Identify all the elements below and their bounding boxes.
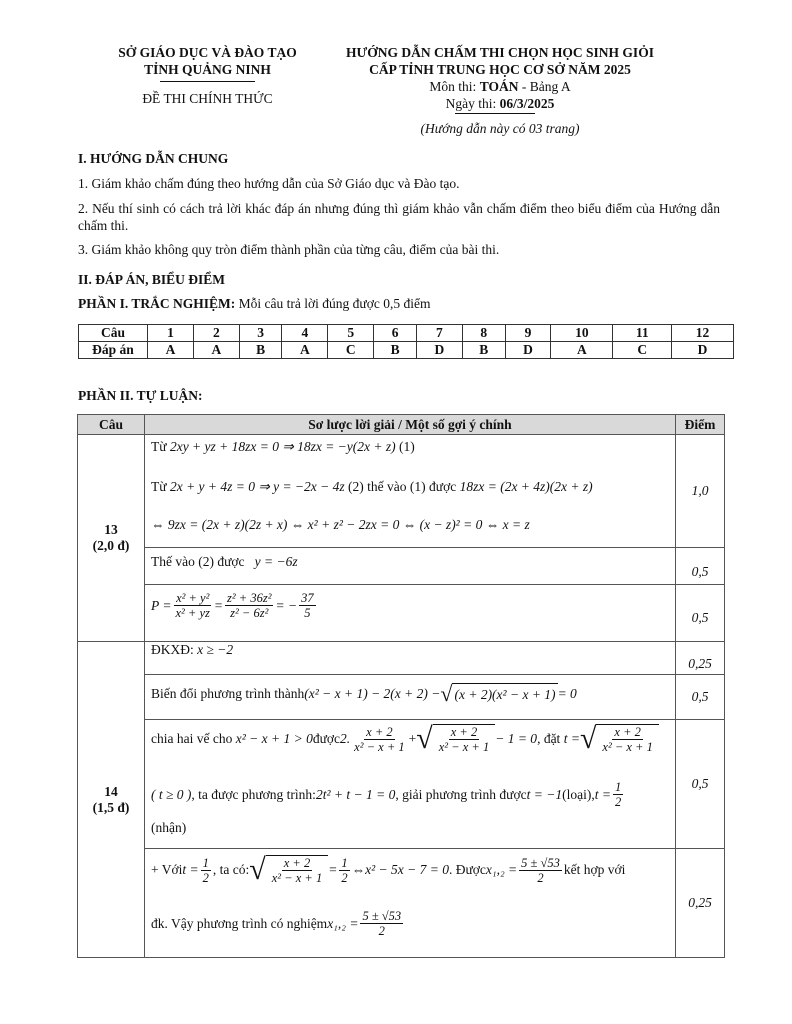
question-number: 4 (282, 325, 328, 342)
q14-l2-math: (x² − x + 1) − 2(x + 2) − (304, 686, 441, 701)
answer-cell: A (193, 342, 239, 359)
q14-l3-sqrt (416, 724, 495, 755)
date-line (325, 95, 675, 112)
q14-l6-d: . Được (448, 862, 486, 878)
q13-line4 (151, 554, 298, 570)
q14-points-3: 0,5 (676, 720, 725, 849)
sqrt-icon: √ (249, 853, 266, 886)
q14-l6-e: kết hợp với (563, 862, 626, 878)
q14-l2-sqrt (440, 683, 557, 705)
question-number: 8 (462, 325, 505, 342)
q14-l4-f: (loại), (562, 786, 595, 802)
q13-points-3: 0,5 (676, 585, 725, 642)
q14-step3-cell (145, 720, 676, 849)
p-f3-den: 5 (304, 606, 311, 621)
sqrt-icon: √ (440, 681, 453, 706)
q14-step2-cell (145, 675, 676, 720)
q14-l3-plus: + (408, 731, 417, 747)
question-row (79, 325, 734, 342)
q14-l3-sqrt2-den: x² − x + 1 (602, 740, 653, 755)
province-name: TỈNH QUẢNG NINH (144, 62, 271, 77)
root-den: 2 (378, 924, 385, 939)
q14-l6-half (201, 856, 211, 886)
row-label-answer: Đáp án (79, 342, 148, 359)
q14-l6-sqrt-frac (270, 856, 324, 886)
q13-line2 (151, 479, 593, 495)
question-number: 7 (416, 325, 462, 342)
answer-cell: C (613, 342, 672, 359)
q14-l3-sqrt2-num: x + 2 (614, 725, 641, 739)
p-fraction-3 (299, 591, 316, 621)
q14-step1-cell (145, 642, 676, 675)
subject-label: Môn thi: (429, 79, 480, 94)
q14-l6-eq: = (328, 862, 338, 878)
doc-subtitle: CẤP TỈNH TRUNG HỌC CƠ SỞ NĂM 2025 (369, 62, 631, 77)
answer-cell: B (462, 342, 505, 359)
col-header-question: Câu (78, 415, 145, 435)
root-num: 5 ± √53 (521, 855, 560, 870)
question-number: 5 (328, 325, 374, 342)
subject-value: TOÁN (479, 79, 519, 94)
question-number: 11 (613, 325, 672, 342)
question-number: 10 (551, 325, 613, 342)
q13-l2-prefix: Từ (151, 479, 170, 494)
q14-l4-eq: 2t² + t − 1 = 0 (315, 786, 396, 802)
q14-number: 14 (104, 783, 118, 799)
q14-l4-e: , giải phương trình được (395, 786, 527, 802)
q14-l3-sqrt-frac (437, 725, 491, 755)
q13-l2-math2: 18zx = (2x + 4z)(2x + z) (459, 479, 593, 494)
q14-l3-c: , đặt (537, 731, 561, 747)
half-num: 1 (341, 855, 348, 870)
pages-note: (Hướng dẫn này có 03 trang) (420, 121, 580, 136)
q14-score: (1,5 đ) (92, 799, 130, 815)
q13-score: (2,0 đ) (92, 538, 130, 553)
q14-label-cell (78, 642, 145, 958)
q13-points-2: 0,5 (676, 548, 725, 585)
half-num: 1 (202, 855, 209, 870)
department-name: SỞ GIÁO DỤC VÀ ĐÀO TẠO (118, 45, 297, 60)
q14-line1 (151, 642, 233, 658)
col-header-solution: Sơ lược lời giải / Một số gợi ý chính (145, 415, 676, 435)
p-lhs: P = (151, 597, 172, 613)
q14-line2 (151, 683, 577, 705)
q14-l6-c: ⇔ (351, 862, 366, 878)
official-exam-label: ĐỀ THI CHÍNH THỨC (142, 91, 273, 106)
question-number: 2 (193, 325, 239, 342)
sqrt-icon: √ (579, 722, 597, 755)
part2-title: PHẦN II. TỰ LUẬN: (78, 388, 203, 403)
guideline-2: 2. Nếu thí sinh có cách trả lời khác đáp án nhưng đúng thì giám khảo vẫn chấm điểm theo biểu điểm của Hướng dẫn chấm thi. (78, 201, 720, 233)
q14-l6-sqrt (249, 855, 328, 886)
q13-l1-tag: (1) (395, 439, 415, 454)
q13-step3-cell (145, 585, 676, 642)
q14-l6-sqrt-num: x + 2 (283, 856, 311, 870)
q14-l6-b: , ta có: (212, 862, 250, 878)
q13-l2-math: 2x + y + 4z = 0 ⇒ y = −2x − 4z (169, 479, 345, 494)
answer-row (79, 342, 734, 359)
q14-l6-a: + Với (151, 862, 183, 878)
section2-title: II. ĐÁP ÁN, BIỂU ĐIỂM (78, 272, 226, 287)
q14-l6-root (519, 856, 562, 886)
q14-line7 (151, 909, 405, 939)
q13-line5 (151, 591, 318, 621)
q14-line4 (151, 780, 625, 810)
q14-l6-t: t = (182, 862, 199, 878)
answer-cell: D (505, 342, 551, 359)
root-num: 5 ± √53 (362, 909, 402, 923)
date-label: Ngày thi: (445, 96, 500, 111)
q14-l7-f: đk. Vậy phương trình có nghiệm (151, 915, 328, 931)
q14-l3-math1: x² − x + 1 > 0 (235, 731, 313, 747)
q14-l3-sqrt-num: x + 2 (450, 725, 478, 739)
answer-cell: B (239, 342, 282, 359)
q14-l4-d: , ta được phương trình: (191, 786, 316, 802)
q14-l6-half2 (339, 856, 349, 886)
q14-l3-two: 2. (340, 731, 351, 747)
q14-l4-r1: t = −1 (526, 786, 563, 802)
root-den: 2 (537, 870, 544, 885)
q14-l6-x: x₁,₂ = (485, 862, 518, 878)
half-num: 1 (614, 780, 622, 794)
q13-line1 (151, 439, 415, 455)
question-number: 3 (239, 325, 282, 342)
q14-l2-text: Biến đổi phương trình thành (151, 686, 305, 701)
q13-label-cell (78, 435, 145, 642)
q14-l2-sqrt-body: (x + 2)(x² − x + 1) (452, 683, 557, 705)
p-eq-2: = − (275, 597, 298, 613)
solution-table (77, 414, 725, 958)
q13-l4-text: Thế vào (2) được (151, 554, 245, 569)
answer-cell: D (416, 342, 462, 359)
q14-line3 (151, 724, 659, 755)
q14-l4-cond: ( t ≥ 0 ) (151, 786, 192, 802)
q13-number: 13 (104, 522, 118, 537)
p-fraction-2 (225, 591, 273, 621)
q14-l4-half (613, 780, 623, 810)
q14-l7-root (360, 909, 403, 939)
subject-line (325, 78, 675, 95)
header-divider-left (160, 81, 255, 82)
p-f2-num: z² + 36z² (227, 591, 272, 605)
doc-title: HƯỚNG DẪN CHẤM THI CHỌN HỌC SINH GIỎI (346, 45, 654, 60)
q14-points-2: 0,5 (676, 675, 725, 720)
q14-l3-frac (352, 725, 406, 755)
q14-line6 (151, 855, 625, 886)
col-header-points: Điểm (676, 415, 725, 435)
half-den: 2 (202, 870, 209, 885)
q13-step2-cell (145, 548, 676, 585)
q14-l4-t2: t = (594, 786, 611, 802)
date-value: 06/3/2025 (499, 96, 555, 111)
answer-cell: D (672, 342, 734, 359)
header-divider-right (455, 113, 535, 114)
p-f3-num: 37 (301, 591, 314, 605)
p-f1-num: x² + y² (176, 591, 210, 605)
half-den: 2 (341, 870, 348, 885)
section1-title: I. HƯỚNG DẪN CHUNG (78, 151, 229, 166)
question-number: 12 (672, 325, 734, 342)
q13-l2-tag: (2) (344, 479, 364, 494)
part1-note: Mỗi câu trả lời đúng được 0,5 điểm (235, 296, 431, 311)
p-eq-1: = (213, 597, 224, 613)
question-number: 6 (374, 325, 417, 342)
p-f1-den: x² + yz (175, 606, 210, 621)
q13-step1-cell (145, 435, 676, 548)
q14-step4-cell (145, 849, 676, 958)
guideline-3: 3. Giám khảo không quy tròn điểm thành phần của từng câu, điểm của bài thi. (78, 242, 500, 257)
q13-l1-math: 2xy + yz + 18zx = 0 ⇒ 18zx = −y(2x + z) (169, 439, 396, 454)
q14-l3-frac-den: x² − x + 1 (354, 739, 405, 754)
subject-suffix: - Bảng A (518, 79, 571, 94)
q13-points-1: 1,0 (676, 435, 725, 548)
answer-cell: B (374, 342, 417, 359)
answer-cell: A (551, 342, 613, 359)
p-f2-den: z² − 6z² (230, 606, 269, 621)
q14-l3-a: chia hai vế cho (151, 731, 233, 747)
q14-l5-g: (nhận) (151, 820, 187, 835)
q14-l7-x: x₁,₂ = (327, 915, 359, 931)
question-number: 1 (148, 325, 194, 342)
q14-l6-math: x² − 5x − 7 = 0 (365, 862, 449, 878)
q14-l3-frac-num: x + 2 (366, 724, 393, 739)
q14-points-4: 0,25 (676, 849, 725, 958)
q14-l3-sqrt2 (580, 724, 659, 755)
answer-cell: A (282, 342, 328, 359)
q13-l1-prefix: Từ (151, 439, 170, 454)
q14-l3-t: t = (563, 731, 580, 747)
q14-l6-sqrt-den: x² − x + 1 (271, 871, 323, 886)
q14-l3-tail: − 1 = 0 (495, 731, 538, 747)
q14-l3-sqrt-den: x² − x + 1 (438, 740, 490, 755)
guideline-1: 1. Giám khảo chấm đúng theo hướng dẫn của Sở Giáo dục và Đào tạo. (78, 176, 460, 191)
p-fraction-1 (174, 591, 212, 621)
answer-cell: C (328, 342, 374, 359)
q14-line5 (151, 820, 186, 836)
q14-l1-text: ĐKXĐ: (151, 642, 198, 657)
part1-title: PHẦN I. TRẮC NGHIỆM: (78, 296, 236, 311)
q13-l3-math: ⇔ 9zx = (2x + z)(2z + x) ⇔ x² + z² − 2zx = 0 ⇔ (x − z)² = 0 ⇔ x = z (151, 517, 530, 532)
q14-points-1: 0,25 (676, 642, 725, 675)
multiple-choice-answer-table (78, 324, 734, 359)
half-den: 2 (614, 795, 622, 810)
sqrt-icon: √ (416, 722, 433, 755)
q14-l1-math: x ≥ −2 (197, 642, 234, 657)
part1-heading (78, 296, 430, 312)
row-label-question: Câu (79, 325, 148, 342)
q14-l3-sqrt2-frac (600, 725, 654, 755)
q14-l3-b: được (312, 731, 341, 747)
answer-cell: A (148, 342, 194, 359)
q14-l2-end: = 0 (557, 686, 577, 701)
q13-l2-mid: thế vào (1) được (363, 479, 460, 494)
q13-l4-math: y = −6z (254, 554, 298, 569)
question-number: 9 (505, 325, 551, 342)
q13-line3 (151, 517, 530, 533)
